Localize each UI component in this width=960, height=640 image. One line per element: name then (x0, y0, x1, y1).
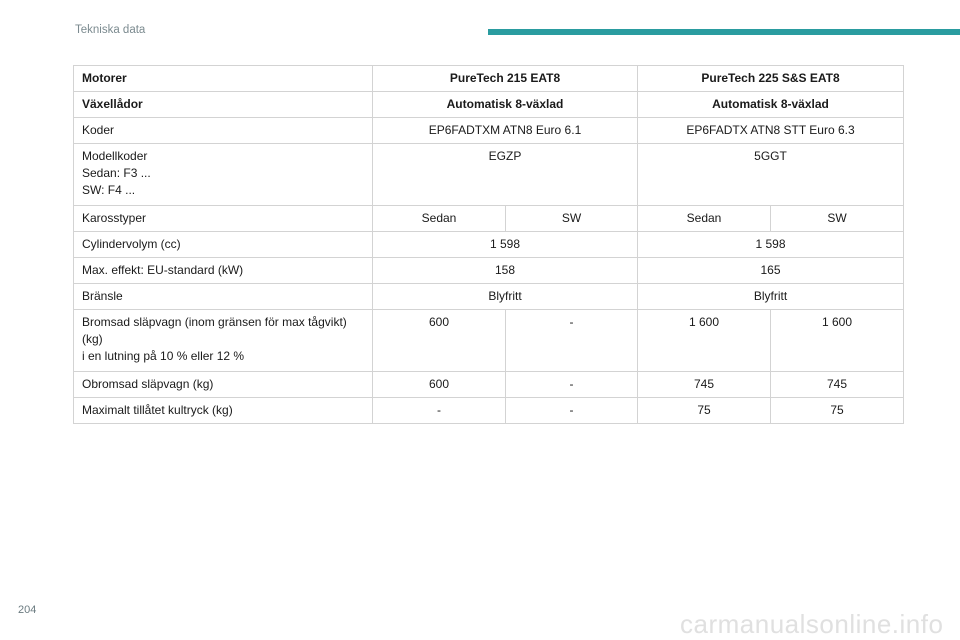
row-label: Koder (74, 118, 373, 144)
table-row-power (74, 258, 904, 284)
unbraked-cell: 745 (638, 372, 771, 398)
table-row-nose-weight (74, 398, 904, 424)
model-code-cell: EGZP (373, 144, 638, 206)
table-row-body-types (74, 206, 904, 232)
row-label (74, 144, 373, 206)
table-row-engines (74, 66, 904, 92)
table-row-braked-trailer (74, 310, 904, 372)
row-label (74, 310, 373, 372)
row-label: Cylindervolym (cc) (74, 232, 373, 258)
page-number: 204 (18, 604, 37, 616)
label-line: SW: F4 ... (82, 183, 136, 197)
label-line: Modellkoder (82, 149, 148, 163)
table-row-gearbox (74, 92, 904, 118)
label-line: Bromsad släpvagn (inom gränsen för max tågvikt) (82, 315, 347, 329)
power-cell: 158 (373, 258, 638, 284)
row-label: Karosstyper (74, 206, 373, 232)
body-type-cell: SW (771, 206, 904, 232)
engine-cell: PureTech 215 EAT8 (373, 66, 638, 92)
gearbox-cell: Automatisk 8-växlad (373, 92, 638, 118)
engine-cell: PureTech 225 S&S EAT8 (638, 66, 904, 92)
row-label: Växellådor (74, 92, 373, 118)
watermark: carmanualsonline.info (680, 609, 944, 639)
label-line: Sedan: F3 ... (82, 166, 151, 180)
table-row-model-codes (74, 144, 904, 206)
code-cell: EP6FADTXM ATN8 Euro 6.1 (373, 118, 638, 144)
table-row-unbraked-trailer (74, 372, 904, 398)
gearbox-cell: Automatisk 8-växlad (638, 92, 904, 118)
table-row-fuel (74, 284, 904, 310)
body-type-cell: Sedan (373, 206, 506, 232)
table-row-displacement (74, 232, 904, 258)
displacement-cell: 1 598 (373, 232, 638, 258)
row-label: Maximalt tillåtet kultryck (kg) (74, 398, 373, 424)
code-cell: EP6FADTX ATN8 STT Euro 6.3 (638, 118, 904, 144)
braked-cell: - (506, 310, 638, 372)
label-line: (kg) (82, 332, 103, 346)
nose-weight-cell: 75 (638, 398, 771, 424)
power-cell: 165 (638, 258, 904, 284)
nose-weight-cell: - (506, 398, 638, 424)
braked-cell: 600 (373, 310, 506, 372)
nose-weight-cell: 75 (771, 398, 904, 424)
unbraked-cell: 745 (771, 372, 904, 398)
unbraked-cell: 600 (373, 372, 506, 398)
nose-weight-cell: - (373, 398, 506, 424)
fuel-cell: Blyfritt (638, 284, 904, 310)
row-label: Motorer (74, 66, 373, 92)
unbraked-cell: - (506, 372, 638, 398)
row-label: Max. effekt: EU-standard (kW) (74, 258, 373, 284)
label-line: i en lutning på 10 % eller 12 % (82, 349, 245, 363)
row-label: Obromsad släpvagn (kg) (74, 372, 373, 398)
model-code-cell: 5GGT (638, 144, 904, 206)
braked-cell: 1 600 (638, 310, 771, 372)
displacement-cell: 1 598 (638, 232, 904, 258)
body-type-cell: SW (506, 206, 638, 232)
braked-cell: 1 600 (771, 310, 904, 372)
fuel-cell: Blyfritt (373, 284, 638, 310)
row-label: Bränsle (74, 284, 373, 310)
body-type-cell: Sedan (638, 206, 771, 232)
table-row-codes (74, 118, 904, 144)
section-title: Tekniska data (75, 24, 146, 36)
technical-data-table (73, 65, 904, 424)
header-accent-bar (488, 29, 960, 35)
